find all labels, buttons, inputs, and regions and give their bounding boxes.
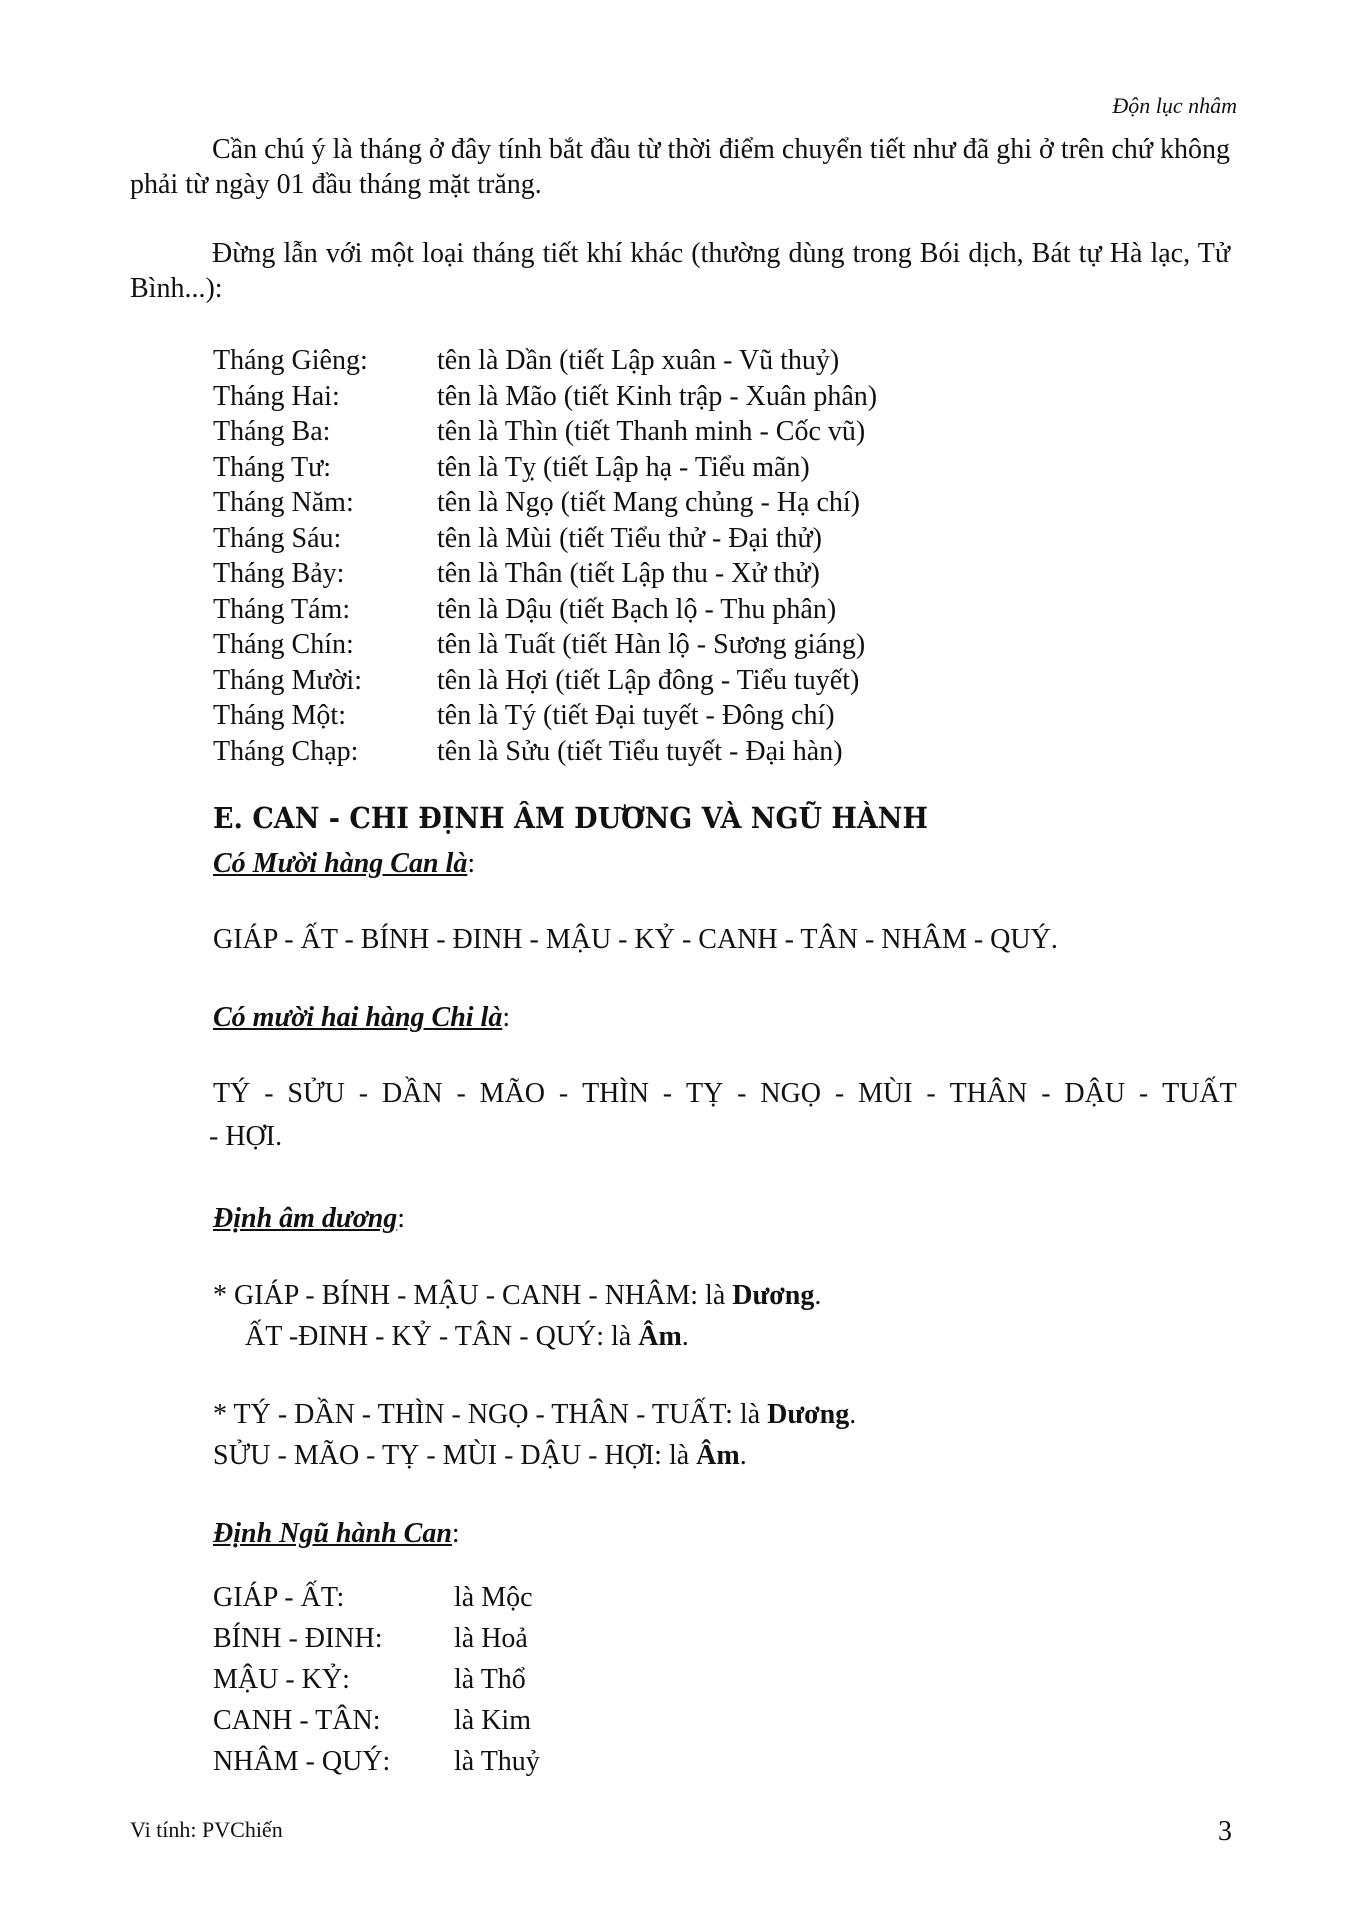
chi-token: SỬU — [287, 1078, 345, 1109]
chi-am-text: SỬU - MÃO - TỴ - MÙI - DẬU - HỢI: là — [213, 1440, 697, 1471]
month-row — [213, 450, 1113, 486]
chi-token: - — [1138, 1078, 1149, 1109]
section-e-title: E. CAN - CHI ĐỊNH ÂM DƯƠNG VÀ NGŨ HÀNH — [213, 801, 928, 835]
month-row — [213, 663, 1113, 699]
month-name: Tháng Năm: — [213, 487, 354, 518]
can-heading-text: Có Mười hàng Can là — [213, 848, 468, 879]
month-row — [213, 485, 1113, 521]
chi-token: DẬU — [1064, 1078, 1126, 1109]
month-name: Tháng Tám: — [213, 593, 351, 625]
am-duong-heading — [213, 1201, 405, 1236]
running-header: Độn lục nhâm — [1112, 93, 1237, 118]
period: . — [849, 1399, 857, 1430]
chi-token: - — [662, 1078, 673, 1109]
period: . — [681, 1321, 689, 1352]
month-row — [213, 556, 1113, 592]
month-name: Tháng Hai: — [213, 380, 340, 412]
month-desc: tên là Tuất (tiết Hàn lộ - Sương giáng) — [437, 629, 866, 660]
chi-token: TỴ — [685, 1078, 724, 1109]
am-duong-heading-text: Định âm dương — [213, 1203, 398, 1234]
chi-token: TUẤT — [1162, 1078, 1237, 1109]
month-row — [213, 521, 1113, 557]
can-pair: CANH - TÂN: — [213, 1705, 381, 1736]
month-desc: tên là Tỵ (tiết Lập hạ - Tiểu mãn) — [437, 451, 810, 483]
period: . — [739, 1440, 747, 1471]
can-pair: GIÁP - ẤT: — [213, 1582, 345, 1613]
am-duong-heading-colon: : — [397, 1203, 406, 1234]
chi-token: - — [558, 1078, 569, 1109]
can-am-text: ẤT -ĐINH - KỶ - TÂN - QUÝ: là — [245, 1321, 639, 1352]
chi-heading — [213, 1000, 510, 1035]
chi-token: MÙI — [858, 1078, 913, 1109]
can-duong-bold: Dương — [732, 1280, 815, 1311]
month-row — [213, 592, 1113, 628]
month-name: Tháng Mười: — [213, 664, 362, 696]
ngu-hanh-heading-colon: : — [451, 1518, 460, 1549]
month-name: Tháng Bảy: — [213, 558, 345, 589]
can-heading-colon: : — [467, 848, 476, 879]
can-duong-text: * GIÁP - BÍNH - MẬU - CANH - NHÂM: là — [213, 1280, 733, 1311]
chi-token: DẦN — [381, 1078, 443, 1109]
page-number: 3 — [1218, 1816, 1232, 1847]
can-am-bold: Âm — [638, 1321, 682, 1352]
chi-am-bold: Âm — [696, 1440, 740, 1471]
chi-list-line-1 — [213, 1076, 1237, 1111]
chi-token: - — [264, 1078, 274, 1109]
intro-paragraph-1 — [130, 132, 1230, 202]
ngu-hanh-row — [213, 1621, 540, 1662]
can-list: GIÁP - ẤT - BÍNH - ĐINH - MẬU - KỶ - CANH - TÂN - NHÂM - QUÝ. — [213, 924, 1058, 955]
month-name: Tháng Một: — [213, 700, 346, 731]
month-name: Tháng Ba: — [213, 416, 331, 447]
month-name: Tháng Chín: — [213, 629, 354, 660]
month-desc: tên là Sửu (tiết Tiểu tuyết - Đại hàn) — [437, 735, 843, 767]
month-desc: tên là Tý (tiết Đại tuyết - Đông chí) — [437, 700, 835, 731]
can-pair: BÍNH - ĐINH: — [213, 1623, 383, 1654]
month-row — [213, 414, 1113, 450]
can-heading — [213, 846, 475, 881]
intro-paragraph-2 — [130, 236, 1230, 306]
can-pair: MẬU - KỶ: — [213, 1664, 350, 1695]
ngu-hanh-list — [213, 1580, 540, 1785]
month-desc: tên là Dần (tiết Lập xuân - Vũ thuỷ) — [437, 345, 840, 376]
month-name: Tháng Chạp: — [213, 735, 359, 767]
can-duong-line — [213, 1278, 821, 1313]
chi-list-line-2: - HỢI. — [209, 1121, 283, 1152]
chi-duong-bold: Dương — [767, 1399, 850, 1430]
month-name: Tháng Tư: — [213, 451, 332, 483]
element-name: là Mộc — [454, 1582, 533, 1613]
can-pair: NHÂM - QUÝ: — [213, 1746, 391, 1777]
month-row — [213, 627, 1113, 663]
footer-credit: Vi tính: PVChiến — [130, 1817, 283, 1842]
chi-token: - — [834, 1078, 845, 1109]
chi-duong-text: * TÝ - DẦN - THÌN - NGỌ - THÂN - TUẤT: là — [213, 1399, 768, 1430]
intro-text-2: Đừng lẫn với một loại tháng tiết khí khác (thường dùng trong Bói dịch, Bát tự Hà lạc, Tử Bình...): — [130, 238, 1230, 304]
ngu-hanh-row — [213, 1662, 540, 1703]
period: . — [814, 1280, 822, 1311]
ngu-hanh-heading — [213, 1516, 460, 1551]
month-desc: tên là Mùi (tiết Tiểu thử - Đại thử) — [437, 522, 822, 554]
month-row — [213, 698, 1113, 734]
month-row — [213, 734, 1113, 770]
element-name: là Kim — [454, 1705, 531, 1736]
chi-list — [209, 1076, 1237, 1154]
chi-token: THÌN — [582, 1078, 649, 1109]
chi-token: TÝ — [213, 1078, 251, 1109]
intro-text-1: Cần chú ý là tháng ở đây tính bắt đầu từ thời điểm chuyển tiết như đã ghi ở trên chứ không phải từ ngày 01 đầu tháng mặt trăng. — [130, 134, 1230, 200]
chi-token: - — [456, 1078, 466, 1109]
chi-token: - — [926, 1078, 936, 1109]
month-desc: tên là Thìn (tiết Thanh minh - Cốc vũ) — [437, 416, 866, 447]
chi-token: NGỌ — [760, 1078, 822, 1109]
can-am-line — [245, 1319, 689, 1354]
month-row — [213, 343, 1113, 379]
ngu-hanh-heading-text: Định Ngũ hành Can — [213, 1518, 452, 1549]
chi-am-line — [213, 1438, 747, 1473]
month-desc: tên là Thân (tiết Lập thu - Xử thử) — [437, 558, 820, 589]
element-name: là Hoả — [454, 1623, 528, 1654]
chi-token: THÂN — [949, 1078, 1028, 1109]
month-desc: tên là Ngọ (tiết Mang chủng - Hạ chí) — [437, 487, 860, 518]
month-name: Tháng Sáu: — [213, 522, 342, 554]
month-desc: tên là Hợi (tiết Lập đông - Tiểu tuyết) — [437, 664, 860, 696]
chi-token: - — [358, 1078, 369, 1109]
element-name: là Thổ — [454, 1664, 526, 1695]
chi-token: - — [1041, 1078, 1051, 1109]
ngu-hanh-row — [213, 1744, 540, 1785]
month-row — [213, 379, 1113, 415]
chi-heading-text: Có mười hai hàng Chi là — [213, 1002, 503, 1033]
chi-token: MÃO — [479, 1078, 546, 1109]
ngu-hanh-row — [213, 1703, 540, 1744]
element-name: là Thuỷ — [454, 1746, 540, 1777]
month-desc: tên là Mão (tiết Kinh trập - Xuân phân) — [437, 380, 878, 412]
month-desc: tên là Dậu (tiết Bạch lộ - Thu phân) — [437, 593, 837, 625]
month-list — [213, 343, 1113, 769]
ngu-hanh-row — [213, 1580, 540, 1621]
chi-heading-colon: : — [502, 1002, 511, 1033]
chi-token: - — [737, 1078, 747, 1109]
month-name: Tháng Giêng: — [213, 345, 368, 376]
chi-duong-line — [213, 1397, 856, 1432]
